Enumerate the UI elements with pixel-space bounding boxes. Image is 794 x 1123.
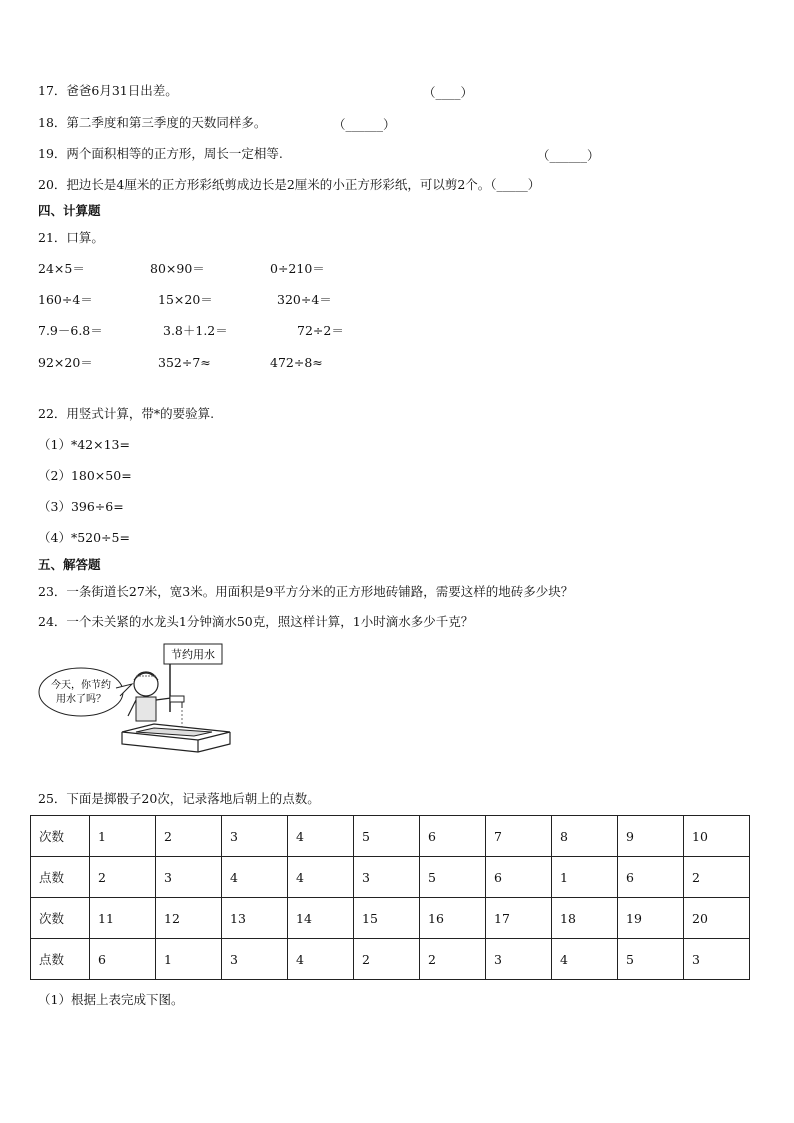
oral-item: 3.8＋1.2＝	[163, 323, 228, 338]
table-cell: 点数	[31, 939, 90, 980]
table-cell: 5	[420, 857, 486, 898]
table-cell: 4	[288, 857, 354, 898]
dice-record-table	[30, 815, 750, 980]
table-cell: 7	[486, 816, 552, 857]
vertical-item: （1）*42×13=	[38, 437, 130, 452]
table-cell: 14	[288, 898, 354, 939]
table-cell: 17	[486, 898, 552, 939]
table-cell: 次数	[31, 898, 90, 939]
table-cell: 2	[420, 939, 486, 980]
table-cell: 11	[90, 898, 156, 939]
table-cell: 12	[156, 898, 222, 939]
vertical-item: （3）396÷6=	[38, 499, 124, 514]
oral-item: 352÷7≈	[158, 355, 211, 370]
table-cell: 5	[618, 939, 684, 980]
table-cell: 18	[552, 898, 618, 939]
table-row	[31, 939, 750, 980]
table-cell: 2	[90, 857, 156, 898]
section-4-title: 四、计算题	[38, 203, 101, 218]
water-saving-illustration	[36, 640, 236, 755]
table-cell: 16	[420, 898, 486, 939]
table-row	[31, 857, 750, 898]
table-cell: 1	[90, 816, 156, 857]
bubble-line-2: 用水了吗？	[56, 694, 106, 705]
oral-item: 472÷8≈	[270, 355, 323, 370]
question-25-sub-1: （1）根据上表完成下图。	[38, 992, 184, 1007]
answer-blank-18[interactable]: （______）	[333, 117, 396, 132]
table-cell: 4	[552, 939, 618, 980]
table-cell: 4	[288, 939, 354, 980]
table-cell: 2	[156, 816, 222, 857]
sign-text: 节约用水	[171, 648, 215, 661]
table-cell: 1	[156, 939, 222, 980]
table-row	[31, 816, 750, 857]
table-cell: 2	[684, 857, 750, 898]
table-cell: 9	[618, 816, 684, 857]
table-cell: 10	[684, 816, 750, 857]
question-20: 20．把边长是4厘米的正方形彩纸剪成边长是2厘米的小正方形彩纸，可以剪2个。（_____）	[38, 177, 541, 192]
vertical-item: （2）180×50=	[38, 468, 132, 483]
question-17: 17．爸爸6月31日出差。	[38, 83, 178, 98]
table-cell: 3	[222, 939, 288, 980]
table-cell: 15	[354, 898, 420, 939]
bubble-line-1: 今天，你节约	[51, 680, 111, 691]
vertical-item: （4）*520÷5=	[38, 530, 130, 545]
table-cell: 点数	[31, 857, 90, 898]
table-cell: 19	[618, 898, 684, 939]
table-cell: 4	[222, 857, 288, 898]
oral-item: 24×5＝	[38, 261, 85, 276]
table-cell: 13	[222, 898, 288, 939]
table-cell: 3	[684, 939, 750, 980]
table-cell: 4	[288, 816, 354, 857]
question-25: 25．下面是掷骰子20次，记录落地后朝上的点数。	[38, 791, 320, 806]
question-21-title: 21．口算。	[38, 230, 104, 245]
oral-item: 0÷210＝	[270, 261, 325, 276]
table-cell: 20	[684, 898, 750, 939]
table-cell: 3	[486, 939, 552, 980]
table-cell: 3	[354, 857, 420, 898]
table-cell: 3	[156, 857, 222, 898]
oral-item: 320÷4＝	[277, 292, 332, 307]
table-cell: 6	[486, 857, 552, 898]
question-18: 18．第二季度和第三季度的天数同样多。	[38, 115, 267, 130]
table-cell: 2	[354, 939, 420, 980]
question-23: 23．一条街道长27米，宽3米。用面积是9平方分米的正方形地砖铺路，需要这样的地砖多少块？	[38, 584, 574, 599]
table-cell: 次数	[31, 816, 90, 857]
table-cell: 5	[354, 816, 420, 857]
section-5-title: 五、解答题	[38, 557, 101, 572]
oral-item: 92×20＝	[38, 355, 93, 370]
question-24: 24．一个未关紧的水龙头1分钟滴水50克，照这样计算，1小时滴水多少千克？	[38, 614, 474, 629]
question-22-title: 22．用竖式计算，带*的要验算.	[38, 406, 215, 421]
question-19: 19．两个面积相等的正方形，周长一定相等.	[38, 146, 283, 161]
oral-item: 72÷2＝	[297, 323, 344, 338]
table-row	[31, 898, 750, 939]
table-cell: 1	[552, 857, 618, 898]
table-cell: 6	[618, 857, 684, 898]
oral-item: 7.9－6.8＝	[38, 323, 103, 338]
table-cell: 6	[90, 939, 156, 980]
answer-blank-19[interactable]: （______）	[537, 148, 600, 163]
oral-item: 15×20＝	[158, 292, 213, 307]
table-cell: 8	[552, 816, 618, 857]
answer-blank-17[interactable]: （____）	[423, 85, 474, 100]
table-cell: 3	[222, 816, 288, 857]
table-cell: 6	[420, 816, 486, 857]
oral-item: 160÷4＝	[38, 292, 93, 307]
oral-item: 80×90＝	[150, 261, 205, 276]
